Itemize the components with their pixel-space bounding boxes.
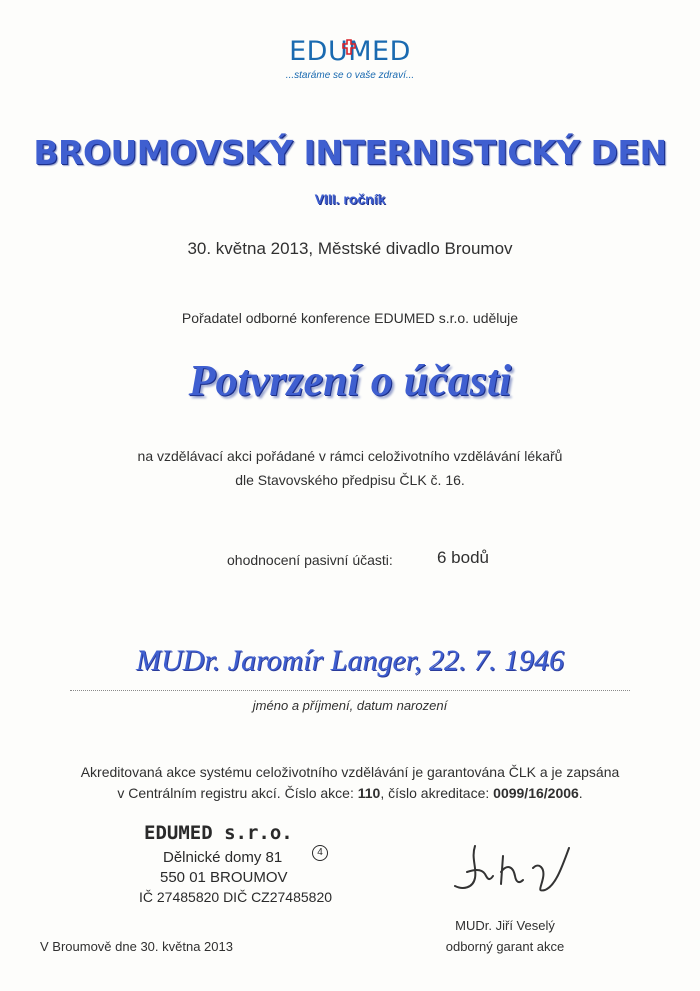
signer-name: MUDr. Jiří Veselý <box>455 918 555 933</box>
certificate-title: Potvrzení o účasti <box>188 356 512 405</box>
accreditation-line-2 <box>0 785 700 801</box>
medical-cross-icon <box>342 39 356 55</box>
stamp-address-line-1: Dělnické domy 81 <box>163 849 283 866</box>
participant-caption: jméno a příjmení, datum narození <box>252 698 448 713</box>
logo-tagline: ...staráme se o vaše zdraví... <box>285 70 415 81</box>
accreditation-prefix: v Centrálním registru akcí. Číslo akce: <box>117 785 358 801</box>
edumed-logo <box>270 36 430 86</box>
organizer-line: Pořadatel odborné konference EDUMED s.r.o. uděluje <box>181 310 519 326</box>
stamp-address-line-2: 550 01 BROUMOV <box>160 869 288 886</box>
event-edition: VIII. ročník <box>314 191 386 207</box>
accreditation-suffix: . <box>578 785 583 801</box>
description-line-1: na vzdělávací akci pořádané v rámci celoživotního vzdělávání lékařů <box>137 448 563 464</box>
event-date-venue: 30. května 2013, Městské divadlo Broumov <box>187 239 513 258</box>
rating-value: 6 bodů <box>437 548 489 567</box>
place-and-date: V Broumově dne 30. května 2013 <box>40 939 233 954</box>
stamp-title: EDUMED s.r.o. <box>144 822 293 844</box>
accreditation-line-1: Akreditovaná akce systému celoživotního vzdělávání je garantována ČLK a je zapsána <box>80 764 620 780</box>
description-line-2: dle Stavovského předpisu ČLK č. 16. <box>235 472 465 488</box>
rating-label: ohodnocení pasivní účasti: <box>227 552 393 568</box>
stamp-number: 4 <box>312 845 328 861</box>
company-stamp <box>140 822 350 912</box>
accreditation-number: 0099/16/2006 <box>493 785 579 801</box>
action-number: 110 <box>357 785 381 801</box>
accreditation-middle: , číslo akreditace: <box>380 785 494 801</box>
handwritten-signature <box>445 838 585 898</box>
logo-wordmark: EDUMED <box>289 36 411 67</box>
participant-name: MUDr. Jaromír Langer, 22. 7. 1946 <box>135 644 565 677</box>
name-underline <box>70 690 630 691</box>
stamp-ids: IČ 27485820 DIČ CZ27485820 <box>139 889 333 905</box>
signer-role: odborný garant akce <box>445 939 565 954</box>
event-title: BROUMOVSKÝ INTERNISTICKÝ DEN <box>33 133 667 172</box>
